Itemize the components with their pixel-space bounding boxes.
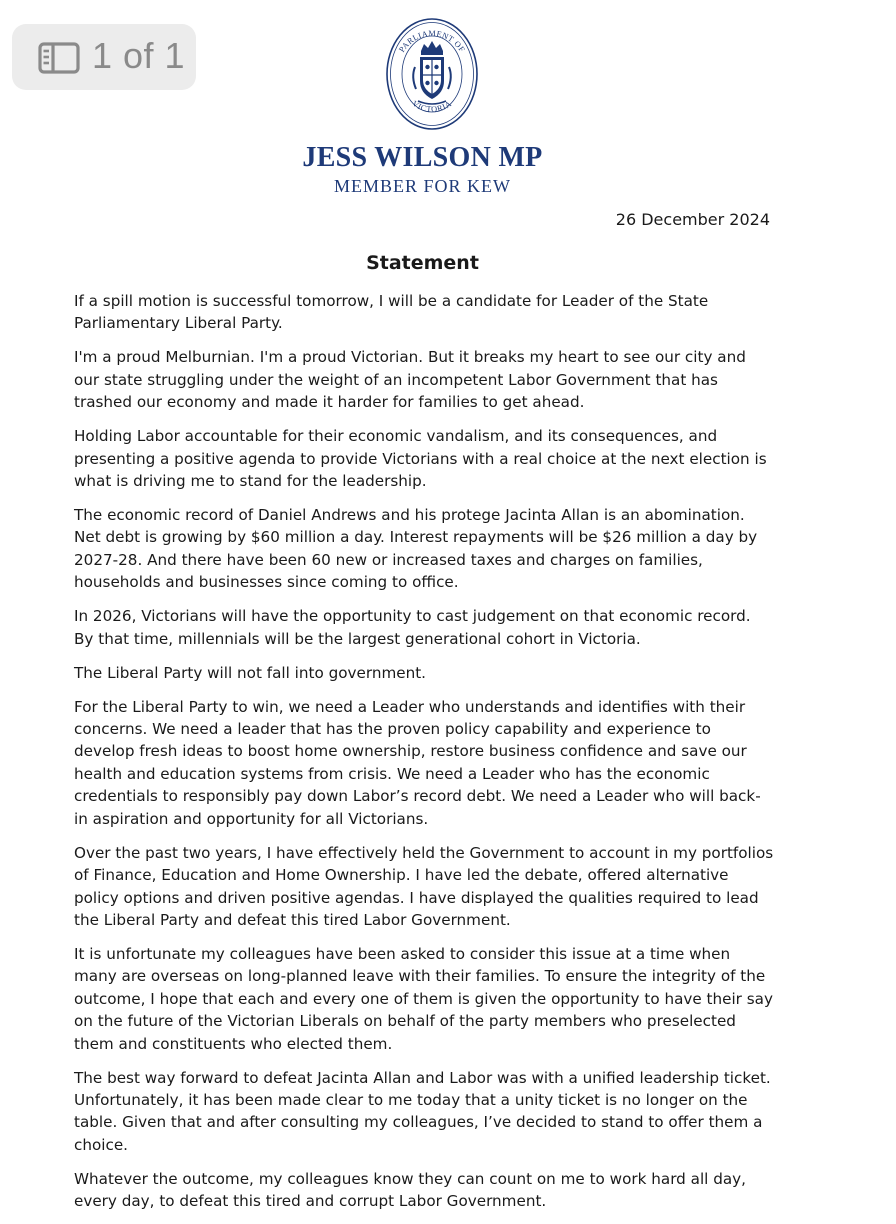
paragraph: Holding Labor accountable for their economic vandalism, and its consequences, and presenting a positive agenda to provide Victorians with a real choice at the next election is what is driving me to stand for the leadership. bbox=[74, 427, 767, 491]
statement-body bbox=[74, 290, 774, 1224]
statement-date: 26 December 2024 bbox=[615, 210, 770, 229]
crest-text-top: PARLIAMENT OF bbox=[397, 28, 467, 54]
paragraph: The best way forward to defeat Jacinta Allan and Labor was with a unified leadership ticket. Unfortunately, it has been made clear to me today that a unity ticket is no longer on the table. Given that and after consulting my colleagues, I’ve decided to stand to offer them a choice. bbox=[74, 1068, 771, 1154]
paragraph: If a spill motion is successful tomorrow, I will be a candidate for Leader of the State Parliamentary Liberal Party. bbox=[74, 292, 709, 333]
member-name: JESS WILSON MP bbox=[302, 142, 543, 173]
page-indicator[interactable] bbox=[12, 24, 196, 90]
crest-text-bottom: VICTORIA bbox=[410, 98, 454, 115]
paragraph: The economic record of Daniel Andrews and his protege Jacinta Allan is an abomination. Net debt is growing by $60 million a day. Interest repayments will be $26 million a day by 2027-28. And there have been 60 new or increased taxes and charges on families, households and businesses since coming to office. bbox=[74, 506, 758, 592]
paragraph: It is unfortunate my colleagues have been asked to consider this issue at a time when many are overseas on long-planned leave with their families. To ensure the integrity of the outcome, I hope that each and every one of them is given the opportunity to have their say on the future of the Victorian Liberals on behalf of the party members who preselected them and constituents who elected them. bbox=[74, 944, 773, 1053]
paragraph: The Liberal Party will not fall into government. bbox=[74, 663, 426, 682]
paragraph: Whatever the outcome, my colleagues know they can count on me to work hard all day, every day, to defeat this tired and corrupt Labor Government. bbox=[74, 1169, 746, 1211]
sidebar-toggle-icon[interactable] bbox=[38, 42, 80, 74]
paragraph: I'm a proud Melburnian. I'm a proud Victorian. But it breaks my heart to see our city and our state struggling under the weight of an incompetent Labor Government that has trashed our economy and made it harder for families to get ahead. bbox=[74, 348, 746, 412]
statement-title: Statement bbox=[366, 252, 479, 274]
parliament-of-victoria-crest-icon bbox=[385, 17, 479, 131]
paragraph: Over the past two years, I have effectively held the Government to account in my portfolios of Finance, Education and Home Ownership. I have led the debate, offered alternative policy options and driven positive agendas. I have displayed the qualities required to lead the Liberal Party and defeat this tired Labor Government. bbox=[74, 843, 774, 929]
member-seat: MEMBER FOR KEW bbox=[333, 176, 511, 196]
paragraph: In 2026, Victorians will have the opportunity to cast judgement on that economic record. By that time, millennials will be the largest generational cohort in Victoria. bbox=[74, 607, 751, 648]
page-count-label: 1 of 1 bbox=[92, 35, 186, 76]
paragraph: For the Liberal Party to win, we need a Leader who understands and identifies with their concerns. We need a leader that has the proven policy capability and experience to develop fresh ideas to boost home ownership, restore business confidence and save our health and education systems from crisis. We need a Leader who has the economic credentials to responsibly pay down Labor’s record debt. We need a Leader who will back-in aspiration and opportunity for all Victorians. bbox=[74, 697, 761, 828]
